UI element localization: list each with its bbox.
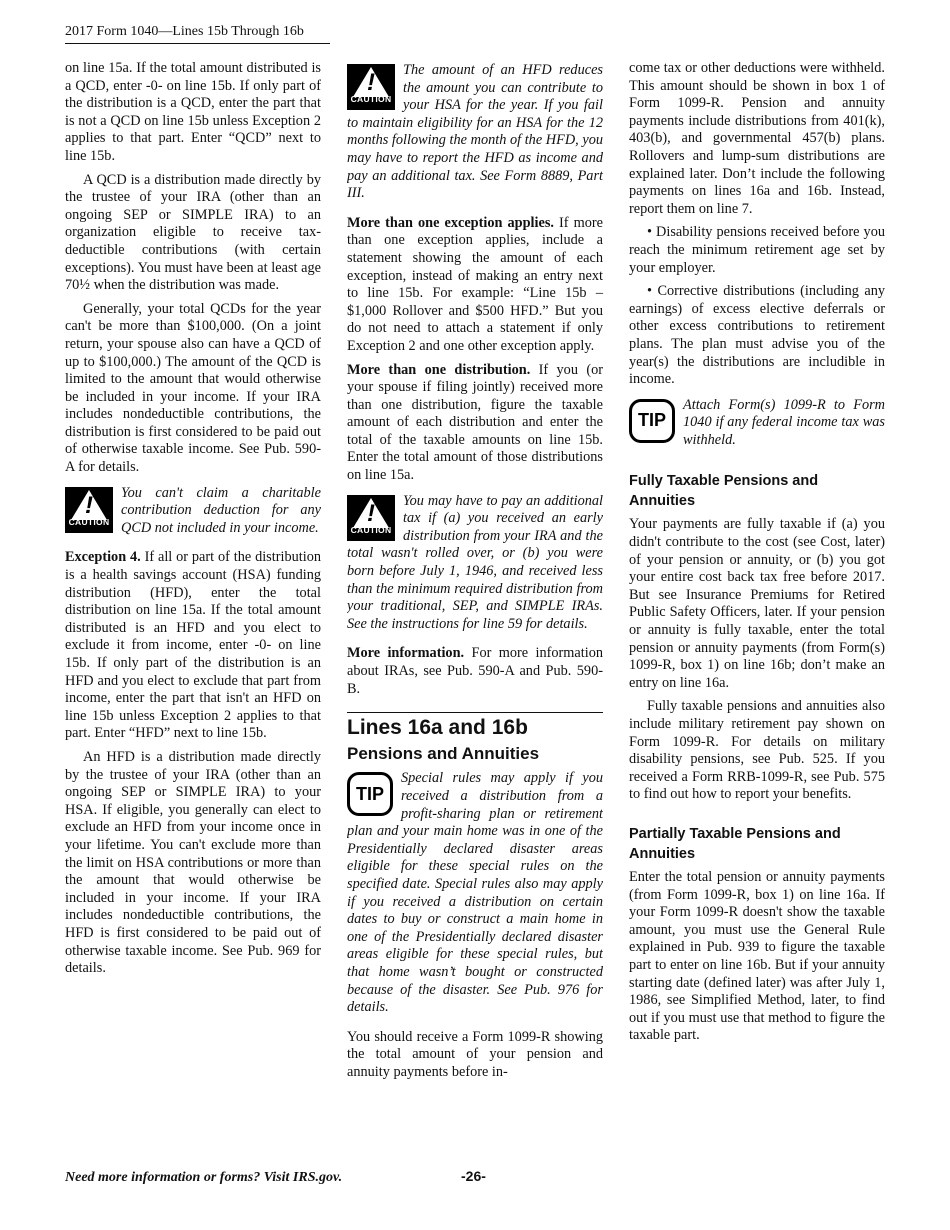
section-subtitle: Pensions and Annuities: [347, 743, 540, 763]
run-in-heading: More than one exception applies.: [347, 214, 554, 231]
paragraph: Generally, your total QCDs for the year can't be more than $100,000. (On a joint return, your spouse also can have a QCD of up to $100,000.) The amount of the QCD is limited to the amount that would otherwise be included in your income. If your IRA includes nondeductible contributions, the distribution is first considered to be paid out of otherwise taxable income. See Pub. 590-A for details.: [65, 300, 321, 476]
paragraph: Exception 4. If all or part of the distribution is a health savings account (HSA) funding distribution (HFD), enter the total distribution on line 15a. If the total amount distributed is an HFD and you elect to exclude it from income, enter -0- on line 15b. If only part of the distribution is an HFD and you elect to exclude that part from income, enter the part that isn't an HFD on line 15b unless Exception 2 applies to that part. Enter “HFD” next to line 15b.: [65, 549, 321, 742]
caution-text: You may have to pay an additional tax if (a) you received an early distribution from your IRA and the total wasn't rolled over, or (b) you were born before July 1, 1946, and received less than the minimum required distribution from your traditional, SEP, and SIMPLE IRAs. See the instructions for line 59 for details.: [347, 492, 603, 632]
caution-icon: ! CAUTION: [65, 487, 113, 533]
run-in-heading: Exception 4.: [65, 549, 141, 566]
column-3: [629, 60, 885, 1051]
tip-note: [347, 770, 603, 1016]
tip-text: Special rules may apply if you received a distribution from a profit-sharing plan or retirement plan and your main home was in one of the Presidentially declared disaster areas eligible for these special rules on the specified date. Special rules also may apply if you received a distribution on certain dates to buy or construct a main home in one of the Presidentially declared disaster areas eligible for these special rules, but that home wasn’t bought or constructed because of the disaster. See Pub. 976 for details.: [347, 770, 603, 1016]
paragraph: A QCD is a distribution made directly by the trustee of your IRA (other than an ongoing SEP or SIMPLE IRA) to an organization eligible to receive tax-deductible contributions (with certain exceptions). You must have been at least age 70½ when the distribution was made.: [65, 171, 321, 294]
paragraph: come tax or other deductions were withheld. This amount should be shown in box 1 of Form 1099-R. Pension and annuity payments include distributions from 401(k), 403(b), and governmental 457(b) plans. Rollovers and lump-sum distributions are explained later. Don’t include the following payments on lines 16a and 16b. Instead, report them on line 7.: [629, 60, 885, 217]
page-number: -26-: [461, 1168, 486, 1184]
caution-text: You can't claim a charitable contribution deduction for any QCD not included in your income.: [121, 484, 321, 536]
run-in-heading: More than one distribution.: [347, 361, 531, 378]
caution-note: [65, 485, 321, 538]
subsection-heading: Partially Taxable Pensions and Annuities: [629, 825, 841, 862]
run-in-heading: More information.: [347, 645, 465, 662]
caution-text: The amount of an HFD reduces the amount you can contribute to your HSA for the year. If you fail to maintain eligibility for an HSA for the 12 months following the month of the HFD, you may have to report the HFD as income and pay an additional tax. See Form 8889, Part III.: [347, 62, 603, 202]
paragraph: Enter the total pension or annuity payments (from Form 1099-R, box 1) on line 16a. If your Form 1099-R doesn't show the taxable amount, you must use the General Rule explained in Pub. 939 to figure the taxable part to enter on line 16b. But if your annuity starting date (defined later) was after July 1, 1986, see Simplified Method, later, to find out if you must use that method to figure the taxable part.: [629, 868, 885, 1044]
paragraph: Fully taxable pensions and annuities also include military retirement pay shown on Form 1099-R. For details on military disability pensions, see Pub. 525. If you received a Form RRB-1099-R, see Pub. 575 to find out how to report your benefits.: [629, 698, 885, 803]
column-2: [347, 60, 603, 1087]
section-title: Lines 16a and 16b: [347, 712, 603, 737]
bullet-item: • Disability pensions received before you reach the minimum retirement age set by your employer.: [629, 224, 885, 276]
running-header: 2017 Form 1040—Lines 15b Through 16b: [65, 24, 330, 44]
paragraph: on line 15a. If the total amount distributed is a QCD, enter -0- on line 15b. If only part of the distribution is a QCD, enter the part that is not a QCD on line 15b unless Exception 2 applies to that part. Enter “QCD” next to line 15b.: [65, 60, 321, 164]
caution-note: [347, 62, 603, 203]
column-1: [65, 60, 321, 984]
paragraph: More than one distribution. If you (or your spouse if filing jointly) received more than one distribution, figure the taxable amount of each distribution and enter the total of the taxable amounts on line 15b. Enter the total amount of those distributions on line 15a.: [347, 361, 603, 484]
paragraph: You should receive a Form 1099-R showing the total amount of your pension and annuity payments before in-: [347, 1028, 603, 1080]
tip-text: Attach Form(s) 1099-R to Form 1040 if any federal income tax was withheld.: [683, 396, 885, 448]
subsection-heading: Fully Taxable Pensions and Annuities: [629, 473, 819, 510]
tip-note: [629, 397, 885, 450]
caution-note: [347, 493, 603, 634]
paragraph: Your payments are fully taxable if (a) you didn't contribute to the cost (see Cost, later) of your pension or annuity, or (b) you got your entire cost back tax free before 2017. But see Insurance Premiums for Retired Public Safety Officers, later. If your pension or annuity is fully taxable, enter the total pension or annuity payments (from Form(s) 1099-R, box 1) on line 16b; don’t make an entry on line 16a.: [629, 516, 885, 691]
tip-icon: TIP: [629, 399, 675, 443]
paragraph: More than one exception applies. If more than one exception applies, include a statement showing the amount of each exception, instead of making an entry next to line 15b. For example: “Line 15b – $1,000 Rollover and $500 HFD.” But you do not need to attach a statement if only Exception 2 and one other exception apply.: [347, 214, 603, 354]
caution-icon: ! CAUTION: [347, 64, 395, 110]
footer-link-text: Need more information or forms? Visit IRS.gov.: [65, 1170, 343, 1185]
tip-icon: TIP: [347, 772, 393, 816]
bullet-item: • Corrective distributions (including any earnings) of excess elective deferrals or other excess contributions to retirement plans. The plan must advise you of the year(s) the distributions are includible in income.: [629, 283, 885, 388]
caution-icon: ! CAUTION: [347, 495, 395, 541]
paragraph: More information. For more information about IRAs, see Pub. 590-A and Pub. 590-B.: [347, 645, 604, 697]
paragraph: An HFD is a distribution made directly by the trustee of your IRA (other than an ongoing SEP or SIMPLE IRA) to your HSA. If eligible, you generally can elect to exclude an HFD from your income once in your lifetime. You can't exclude more than the limit on HSA contributions or more than the amount that would otherwise be included in your income. If your IRA includes nondeductible contributions, the HFD is first considered to be paid out of otherwise taxable income. See Pub. 969 for details.: [65, 748, 321, 977]
